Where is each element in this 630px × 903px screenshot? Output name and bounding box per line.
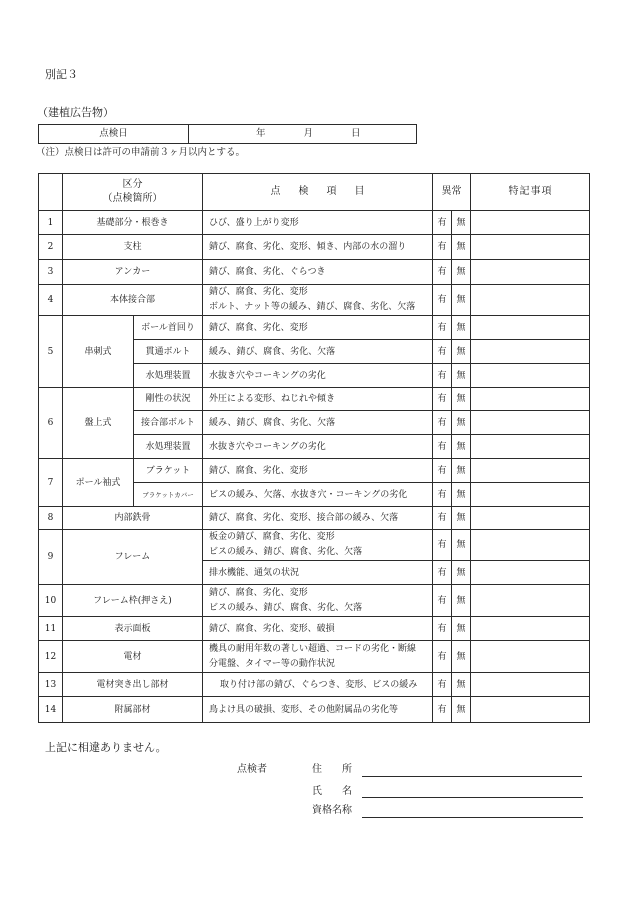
abnormal-yes: 有 [433, 435, 452, 459]
check-items [203, 364, 433, 388]
row-number: 11 [39, 617, 63, 641]
address-label: 住 所 [312, 764, 352, 775]
section-label: 本体接合部 [63, 285, 203, 316]
checklist-row-9 [39, 530, 590, 561]
check-items [203, 641, 433, 673]
remarks-cell [471, 411, 590, 435]
abnormal-yes: 有 [433, 459, 452, 483]
check-item-line: ビスの緩み、欠落、水抜き穴・コーキングの劣化 [209, 489, 408, 500]
remarks-cell [471, 364, 590, 388]
checklist-row-12 [39, 641, 590, 673]
check-item-line: ビスの緩み、錆び、腐食、劣化、欠落 [209, 602, 363, 613]
row-number: 1 [39, 211, 63, 235]
row-number: 8 [39, 507, 63, 530]
check-items [203, 483, 433, 507]
check-items [203, 585, 433, 617]
part-label: 貫通ボルト [134, 340, 203, 364]
abnormal-yes: 有 [433, 483, 452, 507]
section-label: フレーム [63, 530, 203, 585]
section-label: 盤上式 [63, 388, 134, 459]
abnormal-yes: 有 [433, 641, 452, 673]
header-section [63, 174, 203, 211]
section-label: 附属部材 [63, 697, 203, 723]
abnormal-no: 無 [452, 507, 471, 530]
remarks-cell [471, 435, 590, 459]
date-note: （注）点検日は許可の申請前３ヶ月以内とする。 [36, 147, 246, 158]
abnormal-yes: 有 [433, 697, 452, 723]
section-label: 電材突き出し部材 [63, 673, 203, 697]
checklist-row-3 [39, 260, 590, 285]
checklist-row-14 [39, 697, 590, 723]
section-label: ポール袖式 [63, 459, 134, 507]
abnormal-no: 無 [452, 285, 471, 316]
check-item-line: 取り付け部の錆び、ぐらつき、変形、ビスの緩み [220, 679, 418, 690]
abnormal-yes: 有 [433, 530, 452, 561]
remarks-cell [471, 673, 590, 697]
header-abnormal: 異常 [433, 174, 471, 211]
abnormal-no: 無 [452, 388, 471, 411]
check-item-line: 緩み、錆び、腐食、劣化、欠落 [209, 417, 336, 428]
check-item-line: 錆び、腐食、劣化、変形、傾き、内部の水の溜り [209, 242, 407, 252]
abnormal-no: 無 [452, 260, 471, 285]
check-item-line: 緩み、錆び、腐食、劣化、欠落 [209, 346, 336, 357]
part-label: ブラケット [134, 459, 203, 483]
remarks-cell [471, 697, 590, 723]
abnormal-yes: 有 [433, 585, 452, 617]
abnormal-no: 無 [452, 235, 471, 260]
address-underline [362, 776, 582, 777]
category-heading: （建植広告物） [37, 106, 114, 119]
part-label: 水処理装置 [134, 364, 203, 388]
row-number: 10 [39, 585, 63, 617]
checklist-row-4 [39, 285, 590, 316]
abnormal-yes: 有 [433, 285, 452, 316]
check-items [203, 459, 433, 483]
check-items [203, 561, 433, 585]
section-label: 内部鉄骨 [63, 507, 203, 530]
abnormal-yes: 有 [433, 411, 452, 435]
row-number: 7 [39, 459, 63, 507]
abnormal-yes: 有 [433, 235, 452, 260]
checklist-row-1 [39, 211, 590, 235]
remarks-cell [471, 483, 590, 507]
abnormal-yes: 有 [433, 561, 452, 585]
check-item-line: ボルト、ナット等の緩み、錆び、腐食、劣化、欠落 [209, 302, 416, 312]
abnormal-yes: 有 [433, 364, 452, 388]
section-label: 串刺式 [63, 316, 134, 388]
remarks-cell [471, 459, 590, 483]
check-item-line: ひび、盛り上がり変形 [209, 217, 299, 228]
check-items [203, 673, 433, 697]
check-item-line: 錆び、腐食、劣化、変形、接合部の緩み、欠落 [209, 513, 399, 523]
checklist-row-7 [39, 459, 590, 483]
abnormal-yes: 有 [433, 673, 452, 697]
checklist-row-5 [39, 316, 590, 340]
name-label: 氏 名 [312, 786, 352, 797]
abnormal-yes: 有 [433, 507, 452, 530]
check-item-line: 板金の錆び、腐食、劣化、変形 [209, 532, 335, 542]
inspector-label: 点検者 [237, 764, 267, 775]
abnormal-no: 無 [452, 673, 471, 697]
header-row [39, 174, 590, 211]
check-item-line: 錆び、腐食、劣化、変形 [209, 587, 308, 598]
abnormal-no: 無 [452, 211, 471, 235]
check-item-line: 排水機能、通気の状況 [209, 567, 300, 578]
check-item-line: 水抜き穴やコーキングの劣化 [209, 441, 326, 452]
remarks-cell [471, 235, 590, 260]
abnormal-no: 無 [452, 641, 471, 673]
abnormal-yes: 有 [433, 388, 452, 411]
remarks-cell [471, 617, 590, 641]
row-number: 13 [39, 673, 63, 697]
checklist-row-8 [39, 507, 590, 530]
row-number: 14 [39, 697, 63, 723]
row-number: 6 [39, 388, 63, 459]
remarks-cell [471, 585, 590, 617]
header-number [39, 174, 63, 211]
checklist-row-6 [39, 388, 590, 411]
inspection-date-value: 年 月 日 [189, 125, 417, 144]
row-number: 5 [39, 316, 63, 388]
remarks-cell [471, 211, 590, 235]
abnormal-yes: 有 [433, 316, 452, 340]
header-section-subtitle: （点検箇所） [102, 193, 163, 204]
check-item-line: 水抜き穴やコーキングの劣化 [209, 370, 326, 381]
abnormal-no: 無 [452, 316, 471, 340]
checklist-row-10 [39, 585, 590, 617]
row-number: 9 [39, 530, 63, 585]
check-items [203, 340, 433, 364]
part-label: 接合部ボルト [134, 411, 203, 435]
check-items [203, 617, 433, 641]
part-label: 剛性の状況 [134, 388, 203, 411]
inspection-date-row [39, 125, 417, 144]
qualification-underline [362, 817, 583, 818]
checklist-row-13 [39, 673, 590, 697]
abnormal-no: 無 [452, 483, 471, 507]
check-item-line: 機具の耐用年数の著しい超過、コードの劣化・断線 [209, 643, 417, 654]
appendix-label: 別記３ [45, 68, 78, 81]
abnormal-no: 無 [452, 435, 471, 459]
part-label: 水処理装置 [134, 435, 203, 459]
remarks-cell [471, 340, 590, 364]
remarks-cell [471, 530, 590, 561]
section-label: アンカー [63, 260, 203, 285]
remarks-cell [471, 316, 590, 340]
check-item-line: 外圧による変形、ねじれや傾き [209, 394, 336, 404]
abnormal-yes: 有 [433, 617, 452, 641]
row-number: 2 [39, 235, 63, 260]
check-items [203, 435, 433, 459]
checklist-row-2 [39, 235, 590, 260]
check-items [203, 507, 433, 530]
inspection-date-table [38, 124, 417, 144]
inspection-date-label: 点検日 [39, 125, 189, 144]
check-items [203, 285, 433, 316]
check-items [203, 260, 433, 285]
abnormal-no: 無 [452, 617, 471, 641]
abnormal-no: 無 [452, 459, 471, 483]
check-item-line: 錆び、腐食、劣化、変形 [209, 465, 308, 476]
row-number: 3 [39, 260, 63, 285]
abnormal-no: 無 [452, 585, 471, 617]
section-label: 表示面板 [63, 617, 203, 641]
remarks-cell [471, 388, 590, 411]
abnormal-no: 無 [452, 411, 471, 435]
row-number: 12 [39, 641, 63, 673]
abnormal-yes: 有 [433, 211, 452, 235]
remarks-cell [471, 260, 590, 285]
part-label: ボール首回り [134, 316, 203, 340]
abnormal-no: 無 [452, 340, 471, 364]
section-label: 基礎部分・根巻き [63, 211, 203, 235]
section-label: 電材 [63, 641, 203, 673]
check-item-line: 分電盤、タイマー等の動作状況 [209, 658, 335, 669]
abnormal-yes: 有 [433, 260, 452, 285]
abnormal-no: 無 [452, 697, 471, 723]
header-remarks: 特記事項 [471, 174, 590, 211]
check-item-line: 錆び、腐食、劣化、変形 [209, 322, 308, 333]
abnormal-no: 無 [452, 364, 471, 388]
abnormal-no: 無 [452, 561, 471, 585]
check-item-line: ビスの緩み、錆び、腐食、劣化、欠落 [209, 547, 363, 557]
check-items [203, 530, 433, 561]
check-item-line: 鳥よけ具の破損、変形、その他附属品の劣化等 [209, 704, 399, 715]
remarks-cell [471, 641, 590, 673]
qualification-label: 資格名称 [312, 805, 352, 816]
remarks-cell [471, 507, 590, 530]
check-items [203, 235, 433, 260]
checklist-row-11 [39, 617, 590, 641]
check-items [203, 316, 433, 340]
inspection-checklist [38, 173, 590, 723]
check-item-line: 錆び、腐食、劣化、ぐらつき [209, 267, 326, 277]
remarks-cell [471, 561, 590, 585]
name-underline [362, 797, 583, 798]
section-label: フレーム枠(押さえ) [63, 585, 203, 617]
check-items [203, 697, 433, 723]
header-section-title: 区分 [122, 179, 143, 190]
part-label: ブラケットカバー [134, 483, 203, 507]
header-check-items: 点 検 項 目 [203, 174, 433, 211]
remarks-cell [471, 285, 590, 316]
check-items [203, 388, 433, 411]
check-item-line: 錆び、腐食、劣化、変形、破損 [209, 623, 335, 634]
row-number: 4 [39, 285, 63, 316]
declaration-statement: 上記に相違ありません。 [45, 741, 167, 754]
check-items [203, 211, 433, 235]
abnormal-no: 無 [452, 530, 471, 561]
abnormal-yes: 有 [433, 340, 452, 364]
section-label: 支柱 [63, 235, 203, 260]
check-items [203, 411, 433, 435]
check-item-line: 錆び、腐食、劣化、変形 [209, 287, 308, 297]
